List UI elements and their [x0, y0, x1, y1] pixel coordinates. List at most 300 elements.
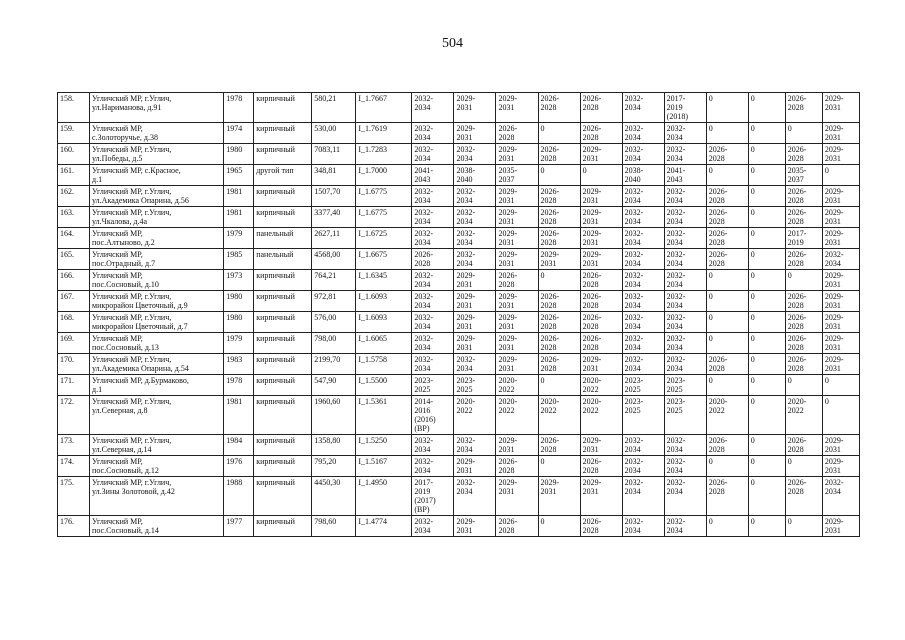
year-cell: 1981	[224, 207, 254, 228]
period-cell-3: 2029- 2031	[496, 333, 538, 354]
period-cell-9: 0	[748, 435, 785, 456]
address-cell: Угличский МР, г.Углич, ул.Академика Опарина, д.56	[90, 186, 224, 207]
period-cell-2: 2032- 2034	[454, 435, 496, 456]
period-cell-10: 2020- 2022	[785, 396, 822, 435]
row-number-cell: 175.	[58, 477, 90, 516]
period-cell-1: 2032- 2034	[412, 516, 454, 537]
address-cell: Угличский МР, с.Красное, д.1	[90, 165, 224, 186]
period-cell-8: 2020- 2022	[706, 396, 748, 435]
period-cell-11: 2029- 2031	[822, 123, 859, 144]
period-cell-9: 0	[748, 291, 785, 312]
address-cell: Угличский МР, г.Углич, микрорайон Цветочный, д.7	[90, 312, 224, 333]
period-cell-11: 2029- 2031	[822, 456, 859, 477]
row-number-cell: 164.	[58, 228, 90, 249]
period-cell-10: 2026- 2028	[785, 93, 822, 123]
period-cell-1: 2032- 2034	[412, 144, 454, 165]
period-cell-7: 2032- 2034	[664, 312, 706, 333]
period-cell-8: 2026- 2028	[706, 249, 748, 270]
period-cell-4: 2026- 2028	[538, 354, 580, 375]
address-cell: Угличский МР, г.Углич, ул.Победы, д.5	[90, 144, 224, 165]
material-cell: кирпичный	[254, 333, 312, 354]
period-cell-5: 2026- 2028	[580, 270, 622, 291]
address-cell: Угличский МР, г.Углич, ул.Чкалова, д.4а	[90, 207, 224, 228]
table-row	[58, 270, 860, 291]
year-cell: 1985	[224, 249, 254, 270]
index-cell: I_1.6675	[356, 249, 412, 270]
year-cell: 1976	[224, 456, 254, 477]
period-cell-7: 2032- 2034	[664, 144, 706, 165]
address-cell: Угличский МР, г.Углич, ул.Северная, д.14	[90, 435, 224, 456]
period-cell-2: 2023- 2025	[454, 375, 496, 396]
period-cell-9: 0	[748, 144, 785, 165]
period-cell-10: 0	[785, 375, 822, 396]
period-cell-3: 2029- 2031	[496, 435, 538, 456]
row-number-cell: 163.	[58, 207, 90, 228]
period-cell-6: 2032- 2034	[622, 186, 664, 207]
period-cell-3: 2026- 2028	[496, 123, 538, 144]
period-cell-6: 2032- 2034	[622, 291, 664, 312]
material-cell: кирпичный	[254, 93, 312, 123]
index-cell: I_1.7667	[356, 93, 412, 123]
period-cell-10: 0	[785, 516, 822, 537]
index-cell: I_1.6093	[356, 291, 412, 312]
housing-table	[57, 92, 860, 537]
period-cell-4: 2026- 2028	[538, 207, 580, 228]
period-cell-5: 2029- 2031	[580, 144, 622, 165]
period-cell-6: 2032- 2034	[622, 123, 664, 144]
row-number-cell: 169.	[58, 333, 90, 354]
material-cell: кирпичный	[254, 312, 312, 333]
year-cell: 1973	[224, 270, 254, 291]
address-cell: Угличский МР, г.Углич, ул.Зины Золотовой, д.42	[90, 477, 224, 516]
period-cell-6: 2032- 2034	[622, 228, 664, 249]
area-cell: 576,00	[312, 312, 356, 333]
period-cell-2: 2029- 2031	[454, 456, 496, 477]
area-cell: 1960,60	[312, 396, 356, 435]
period-cell-10: 2026- 2028	[785, 249, 822, 270]
row-number-cell: 161.	[58, 165, 90, 186]
period-cell-5: 2026- 2028	[580, 123, 622, 144]
area-cell: 4450,30	[312, 477, 356, 516]
period-cell-9: 0	[748, 516, 785, 537]
row-number-cell: 172.	[58, 396, 90, 435]
index-cell: I_1.6775	[356, 207, 412, 228]
period-cell-9: 0	[748, 228, 785, 249]
material-cell: кирпичный	[254, 207, 312, 228]
period-cell-11: 2029- 2031	[822, 333, 859, 354]
index-cell: I_1.5758	[356, 354, 412, 375]
period-cell-4: 2020- 2022	[538, 396, 580, 435]
period-cell-10: 2026- 2028	[785, 186, 822, 207]
area-cell: 2199,70	[312, 354, 356, 375]
period-cell-1: 2017- 2019 (2017) (ВР)	[412, 477, 454, 516]
period-cell-7: 2032- 2034	[664, 123, 706, 144]
period-cell-11: 2029- 2031	[822, 516, 859, 537]
period-cell-5: 2020- 2022	[580, 396, 622, 435]
period-cell-8: 0	[706, 375, 748, 396]
area-cell: 764,21	[312, 270, 356, 291]
index-cell: I_1.5361	[356, 396, 412, 435]
period-cell-11: 0	[822, 165, 859, 186]
address-cell: Угличский МР, пос.Отрадный, д.7	[90, 249, 224, 270]
area-cell: 1507,70	[312, 186, 356, 207]
material-cell: кирпичный	[254, 354, 312, 375]
period-cell-11: 0	[822, 375, 859, 396]
period-cell-3: 2026- 2028	[496, 456, 538, 477]
table-row	[58, 123, 860, 144]
address-cell: Угличский МР, пос.Сосновый, д.14	[90, 516, 224, 537]
area-cell: 7083,11	[312, 144, 356, 165]
year-cell: 1974	[224, 123, 254, 144]
page-number: 504	[442, 36, 463, 51]
period-cell-10: 0	[785, 456, 822, 477]
period-cell-11: 2029- 2031	[822, 207, 859, 228]
area-cell: 972,81	[312, 291, 356, 312]
period-cell-9: 0	[748, 207, 785, 228]
period-cell-10: 2026- 2028	[785, 291, 822, 312]
period-cell-8: 0	[706, 93, 748, 123]
address-cell: Угличский МР, пос.Сосновый, д.13	[90, 333, 224, 354]
period-cell-1: 2014- 2016 (2016) (ВР)	[412, 396, 454, 435]
period-cell-5: 2029- 2031	[580, 249, 622, 270]
period-cell-4: 2026- 2028	[538, 435, 580, 456]
period-cell-4: 0	[538, 165, 580, 186]
period-cell-9: 0	[748, 456, 785, 477]
period-cell-6: 2032- 2034	[622, 516, 664, 537]
period-cell-5: 2026- 2028	[580, 93, 622, 123]
period-cell-2: 2032- 2034	[454, 186, 496, 207]
period-cell-7: 2032- 2034	[664, 228, 706, 249]
material-cell: кирпичный	[254, 123, 312, 144]
period-cell-2: 2032- 2034	[454, 354, 496, 375]
period-cell-5: 2029- 2031	[580, 477, 622, 516]
period-cell-3: 2026- 2028	[496, 270, 538, 291]
period-cell-2: 2029- 2031	[454, 93, 496, 123]
period-cell-1: 2041- 2043	[412, 165, 454, 186]
area-cell: 2627,11	[312, 228, 356, 249]
period-cell-10: 0	[785, 270, 822, 291]
table-row	[58, 516, 860, 537]
period-cell-6: 2032- 2034	[622, 354, 664, 375]
period-cell-1: 2032- 2034	[412, 123, 454, 144]
area-cell: 798,00	[312, 333, 356, 354]
period-cell-4: 0	[538, 270, 580, 291]
material-cell: другой тип	[254, 165, 312, 186]
period-cell-3: 2029- 2031	[496, 144, 538, 165]
period-cell-6: 2032- 2034	[622, 270, 664, 291]
material-cell: панельный	[254, 249, 312, 270]
table-row	[58, 186, 860, 207]
table-row	[58, 93, 860, 123]
period-cell-4: 0	[538, 456, 580, 477]
period-cell-11: 2029- 2031	[822, 270, 859, 291]
period-cell-11: 2029- 2031	[822, 312, 859, 333]
address-cell: Угличский МР, пос.Сосновый, д.10	[90, 270, 224, 291]
period-cell-8: 2026- 2028	[706, 228, 748, 249]
period-cell-8: 0	[706, 333, 748, 354]
period-cell-6: 2032- 2034	[622, 93, 664, 123]
period-cell-7: 2032- 2034	[664, 456, 706, 477]
period-cell-6: 2023- 2025	[622, 375, 664, 396]
period-cell-9: 0	[748, 333, 785, 354]
material-cell: кирпичный	[254, 270, 312, 291]
period-cell-1: 2032- 2034	[412, 291, 454, 312]
period-cell-3: 2029- 2031	[496, 291, 538, 312]
period-cell-1: 2032- 2034	[412, 93, 454, 123]
index-cell: I_1.6775	[356, 186, 412, 207]
period-cell-7: 2032- 2034	[664, 207, 706, 228]
period-cell-2: 2029- 2031	[454, 516, 496, 537]
period-cell-7: 2041- 2043	[664, 165, 706, 186]
year-cell: 1978	[224, 93, 254, 123]
period-cell-7: 2032- 2034	[664, 333, 706, 354]
period-cell-3: 2029- 2031	[496, 93, 538, 123]
period-cell-6: 2032- 2034	[622, 312, 664, 333]
period-cell-11: 2029- 2031	[822, 186, 859, 207]
period-cell-7: 2032- 2034	[664, 516, 706, 537]
year-cell: 1965	[224, 165, 254, 186]
row-number-cell: 174.	[58, 456, 90, 477]
period-cell-8: 0	[706, 165, 748, 186]
material-cell: кирпичный	[254, 375, 312, 396]
period-cell-4: 2026- 2028	[538, 186, 580, 207]
row-number-cell: 158.	[58, 93, 90, 123]
period-cell-3: 2029- 2031	[496, 207, 538, 228]
period-cell-1: 2032- 2034	[412, 456, 454, 477]
address-cell: Угличский МР, г.Углич, микрорайон Цветочный, д.9	[90, 291, 224, 312]
period-cell-1: 2032- 2034	[412, 228, 454, 249]
period-cell-6: 2032- 2034	[622, 456, 664, 477]
table-row	[58, 333, 860, 354]
period-cell-5: 2026- 2028	[580, 333, 622, 354]
period-cell-5: 2029- 2031	[580, 186, 622, 207]
period-cell-4: 2029- 2031	[538, 477, 580, 516]
row-number-cell: 165.	[58, 249, 90, 270]
row-number-cell: 170.	[58, 354, 90, 375]
material-cell: кирпичный	[254, 456, 312, 477]
period-cell-3: 2029- 2031	[496, 228, 538, 249]
period-cell-11: 2029- 2031	[822, 354, 859, 375]
year-cell: 1979	[224, 228, 254, 249]
index-cell: I_1.5500	[356, 375, 412, 396]
address-cell: Угличский МР, пос.Сосновый, д.12	[90, 456, 224, 477]
period-cell-5: 2020- 2022	[580, 375, 622, 396]
table-row	[58, 396, 860, 435]
period-cell-11: 2029- 2031	[822, 93, 859, 123]
row-number-cell: 167.	[58, 291, 90, 312]
period-cell-11: 2029- 2031	[822, 435, 859, 456]
period-cell-7: 2032- 2034	[664, 291, 706, 312]
index-cell: I_1.6093	[356, 312, 412, 333]
period-cell-5: 2026- 2028	[580, 312, 622, 333]
period-cell-3: 2029- 2031	[496, 477, 538, 516]
period-cell-7: 2032- 2034	[664, 186, 706, 207]
period-cell-10: 2026- 2028	[785, 333, 822, 354]
period-cell-3: 2026- 2028	[496, 516, 538, 537]
period-cell-1: 2032- 2034	[412, 312, 454, 333]
period-cell-9: 0	[748, 312, 785, 333]
period-cell-2: 2020- 2022	[454, 396, 496, 435]
period-cell-2: 2032- 2034	[454, 477, 496, 516]
period-cell-11: 2032- 2034	[822, 477, 859, 516]
index-cell: I_1.4950	[356, 477, 412, 516]
row-number-cell: 173.	[58, 435, 90, 456]
material-cell: кирпичный	[254, 291, 312, 312]
year-cell: 1981	[224, 186, 254, 207]
period-cell-3: 2020- 2022	[496, 375, 538, 396]
address-cell: Угличский МР, с.Золоторучье, д.38	[90, 123, 224, 144]
period-cell-8: 0	[706, 123, 748, 144]
period-cell-10: 2026- 2028	[785, 354, 822, 375]
period-cell-11: 2032- 2034	[822, 249, 859, 270]
period-cell-2: 2029- 2031	[454, 270, 496, 291]
period-cell-2: 2029- 2031	[454, 333, 496, 354]
index-cell: I_1.4774	[356, 516, 412, 537]
period-cell-2: 2032- 2034	[454, 228, 496, 249]
row-number-cell: 166.	[58, 270, 90, 291]
year-cell: 1978	[224, 375, 254, 396]
table-row	[58, 477, 860, 516]
period-cell-9: 0	[748, 123, 785, 144]
period-cell-4: 2029- 2031	[538, 249, 580, 270]
period-cell-1: 2026- 2028	[412, 249, 454, 270]
period-cell-10: 2026- 2028	[785, 477, 822, 516]
period-cell-3: 2029- 2031	[496, 186, 538, 207]
table-row	[58, 312, 860, 333]
period-cell-3: 2020- 2022	[496, 396, 538, 435]
material-cell: кирпичный	[254, 435, 312, 456]
index-cell: I_1.6725	[356, 228, 412, 249]
period-cell-9: 0	[748, 396, 785, 435]
year-cell: 1977	[224, 516, 254, 537]
table-row	[58, 165, 860, 186]
period-cell-10: 2026- 2028	[785, 435, 822, 456]
index-cell: I_1.7619	[356, 123, 412, 144]
year-cell: 1979	[224, 333, 254, 354]
period-cell-1: 2032- 2034	[412, 333, 454, 354]
period-cell-6: 2038- 2040	[622, 165, 664, 186]
period-cell-4: 2026- 2028	[538, 93, 580, 123]
period-cell-10: 2026- 2028	[785, 312, 822, 333]
index-cell: I_1.6345	[356, 270, 412, 291]
year-cell: 1980	[224, 144, 254, 165]
material-cell: кирпичный	[254, 186, 312, 207]
period-cell-8: 2026- 2028	[706, 207, 748, 228]
period-cell-4: 0	[538, 375, 580, 396]
row-number-cell: 171.	[58, 375, 90, 396]
period-cell-2: 2032- 2034	[454, 207, 496, 228]
period-cell-2: 2032- 2034	[454, 144, 496, 165]
address-cell: Угличский МР, г.Углич, ул.Северная, д.8	[90, 396, 224, 435]
period-cell-7: 2032- 2034	[664, 249, 706, 270]
row-number-cell: 159.	[58, 123, 90, 144]
area-cell: 4568,00	[312, 249, 356, 270]
table-row	[58, 375, 860, 396]
period-cell-4: 2026- 2028	[538, 312, 580, 333]
period-cell-11: 0	[822, 396, 859, 435]
period-cell-4: 0	[538, 123, 580, 144]
period-cell-9: 0	[748, 375, 785, 396]
year-cell: 1981	[224, 396, 254, 435]
period-cell-6: 2032- 2034	[622, 333, 664, 354]
period-cell-11: 2029- 2031	[822, 291, 859, 312]
period-cell-8: 2026- 2028	[706, 435, 748, 456]
material-cell: кирпичный	[254, 477, 312, 516]
year-cell: 1988	[224, 477, 254, 516]
period-cell-6: 2023- 2025	[622, 396, 664, 435]
period-cell-6: 2032- 2034	[622, 144, 664, 165]
period-cell-8: 2026- 2028	[706, 186, 748, 207]
year-cell: 1984	[224, 435, 254, 456]
table-row	[58, 354, 860, 375]
index-cell: I_1.6065	[356, 333, 412, 354]
period-cell-5: 2029- 2031	[580, 354, 622, 375]
period-cell-6: 2032- 2034	[622, 435, 664, 456]
period-cell-1: 2032- 2034	[412, 435, 454, 456]
period-cell-7: 2017- 2019 (2018)	[664, 93, 706, 123]
period-cell-5: 2026- 2028	[580, 456, 622, 477]
area-cell: 580,21	[312, 93, 356, 123]
year-cell: 1980	[224, 291, 254, 312]
period-cell-3: 2035- 2037	[496, 165, 538, 186]
period-cell-9: 0	[748, 186, 785, 207]
period-cell-2: 2032- 2034	[454, 249, 496, 270]
period-cell-7: 2032- 2034	[664, 354, 706, 375]
area-cell: 547,90	[312, 375, 356, 396]
period-cell-1: 2032- 2034	[412, 207, 454, 228]
row-number-cell: 176.	[58, 516, 90, 537]
period-cell-5: 2026- 2028	[580, 516, 622, 537]
period-cell-2: 2038- 2040	[454, 165, 496, 186]
period-cell-7: 2032- 2034	[664, 435, 706, 456]
period-cell-2: 2029- 2031	[454, 123, 496, 144]
period-cell-5: 0	[580, 165, 622, 186]
period-cell-10: 0	[785, 123, 822, 144]
period-cell-1: 2032- 2034	[412, 186, 454, 207]
area-cell: 3377,40	[312, 207, 356, 228]
period-cell-6: 2032- 2034	[622, 249, 664, 270]
period-cell-4: 2026- 2028	[538, 333, 580, 354]
address-cell: Угличский МР, г.Углич, ул.Академика Опарина, д.54	[90, 354, 224, 375]
period-cell-5: 2029- 2031	[580, 435, 622, 456]
address-cell: Угличский МР, пос.Алтыново, д.2	[90, 228, 224, 249]
period-cell-9: 0	[748, 354, 785, 375]
material-cell: панельный	[254, 228, 312, 249]
address-cell: Угличский МР, д.Бурмаково, д.1	[90, 375, 224, 396]
period-cell-9: 0	[748, 477, 785, 516]
period-cell-11: 2029- 2031	[822, 144, 859, 165]
period-cell-8: 0	[706, 312, 748, 333]
index-cell: I_1.5250	[356, 435, 412, 456]
row-number-cell: 160.	[58, 144, 90, 165]
table-row	[58, 456, 860, 477]
period-cell-10: 2035- 2037	[785, 165, 822, 186]
table-row	[58, 207, 860, 228]
period-cell-2: 2029- 2031	[454, 312, 496, 333]
period-cell-1: 2023- 2025	[412, 375, 454, 396]
area-cell: 795,20	[312, 456, 356, 477]
table-row	[58, 228, 860, 249]
period-cell-8: 0	[706, 456, 748, 477]
period-cell-5: 2026- 2028	[580, 291, 622, 312]
table-row	[58, 291, 860, 312]
period-cell-9: 0	[748, 270, 785, 291]
period-cell-1: 2032- 2034	[412, 270, 454, 291]
period-cell-10: 2026- 2028	[785, 144, 822, 165]
area-cell: 530,00	[312, 123, 356, 144]
year-cell: 1980	[224, 312, 254, 333]
period-cell-9: 0	[748, 165, 785, 186]
